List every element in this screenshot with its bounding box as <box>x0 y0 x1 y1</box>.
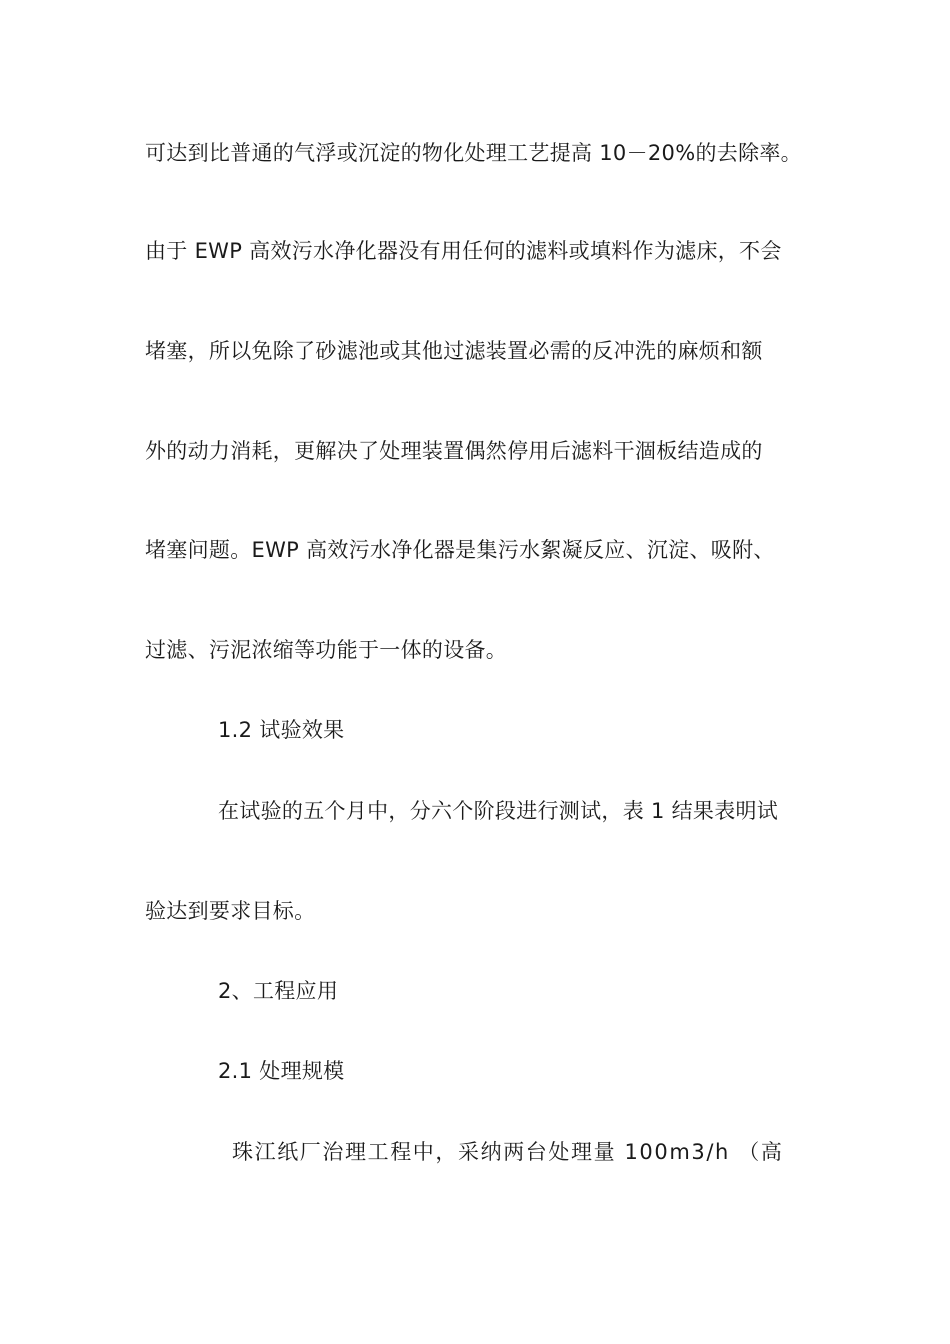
body-text-line: 堵塞，所以免除了砂滤池或其他过滤装置必需的反冲洗的麻烦和额 <box>145 339 763 363</box>
section-heading-2: 2、工程应用 <box>218 979 339 1003</box>
body-text-line: 珠江纸厂治理工程中，采纳两台处理量 100m3/h （高 <box>232 1140 784 1164</box>
section-heading-1-2: 1.2 试验效果 <box>218 718 345 742</box>
section-heading-2-1: 2.1 处理规模 <box>218 1059 345 1083</box>
body-text-line: 可达到比普通的气浮或沉淀的物化处理工艺提高 10－20%的去除率。 <box>145 141 802 165</box>
body-text-line: 验达到要求目标。 <box>145 899 316 923</box>
body-text-line: 在试验的五个月中，分六个阶段进行测试，表 1 结果表明试 <box>218 799 779 823</box>
body-text-line: 过滤、污泥浓缩等功能于一体的设备。 <box>145 638 508 662</box>
body-text-line: 由于 EWP 高效污水净化器没有用任何的滤料或填料作为滤床，不会 <box>145 239 782 263</box>
body-text-line: 堵塞问题。EWP 高效污水净化器是集污水絮凝反应、沉淀、吸附、 <box>145 538 775 562</box>
body-text-line: 外的动力消耗，更解决了处理装置偶然停用后滤料干涸板结造成的 <box>145 439 763 463</box>
